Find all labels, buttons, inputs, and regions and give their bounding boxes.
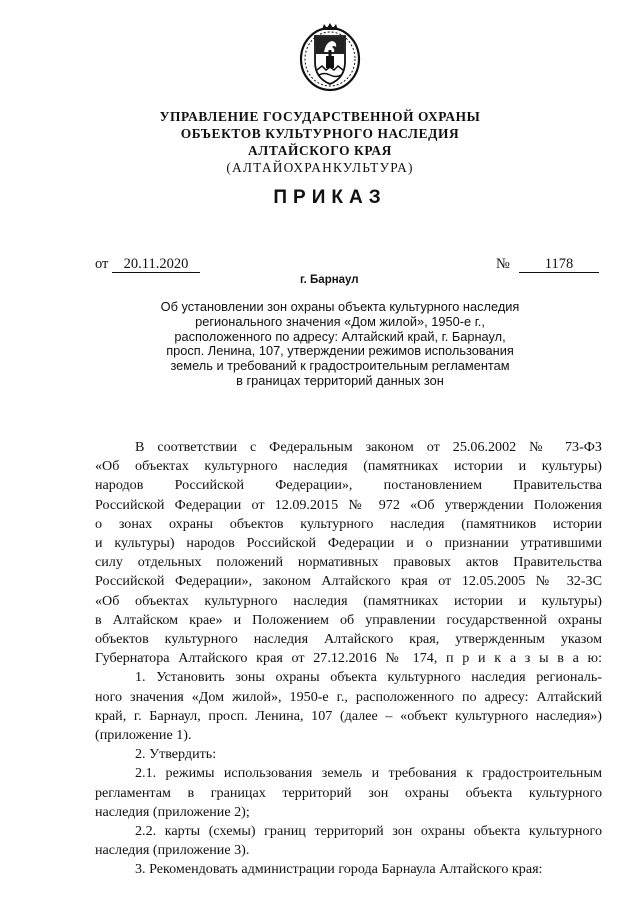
body-line: Губернатора Алтайского края от 27.12.2016 № 174, п р и к а з ы в а ю: [95, 650, 602, 667]
body-line: 2.1. режимы использования земель и требования к градостроительным [135, 765, 602, 782]
body-line: регламентам в границах территорий зон охраны объекта культурного [95, 784, 602, 801]
subject-line: просп. Ленина, 107, утверждении режимов использования [166, 343, 514, 359]
org-name-line-3: АЛТАЙСКОГО КРАЯ [248, 143, 392, 158]
subject-line: земель и требований к градостроительным регламентам [170, 358, 510, 374]
body-line: о зонах охраны объектов культурного наследия (памятников истории [95, 515, 602, 532]
body-line: народов Российской Федерации», постановлением Правительства [95, 477, 602, 494]
document-body [95, 438, 602, 880]
body-line: 3. Рекомендовать администрации города Барнаула Алтайского края: [135, 861, 543, 878]
subject-line: расположенного по адресу: Алтайский край, г. Барнаул, [174, 328, 506, 344]
body-line: силу отдельных положений нормативных правовых актов Правительства [95, 554, 602, 571]
document-type-title: ПРИКАЗ [273, 187, 387, 208]
body-line: Российской Федерации от 12.09.2015 № 972 «Об утверждении Положения [95, 496, 602, 513]
body-line: ного значения «Дом жилой», 1950-е г., расположенного по адресу: Алтайский [95, 688, 602, 705]
body-line: в Алтайском крае» и Положением об управлении государственной охраны [95, 611, 602, 628]
document-city: г. Барнаул [300, 274, 359, 286]
body-line: 2. Утвердить: [135, 746, 217, 763]
subject-line: Об установлении зон охраны объекта культурного наследия [160, 299, 520, 314]
body-line: 2.2. карты (схемы) границ территорий зон охраны объекта культурного [135, 823, 602, 840]
body-line: край, г. Барнаул, просп. Ленина, 107 (далее – «объект культурного наследия») [95, 707, 602, 724]
body-line: объектов культурного наследия Алтайского края, утвержденным указом [95, 631, 602, 648]
body-line: Российской Федерации», законом Алтайского края от 12.05.2005 № 32-ЗС [95, 573, 602, 590]
coat-of-arms-emblem [298, 22, 362, 92]
body-line: наследия (приложение 2); [95, 803, 250, 820]
document-subject [120, 300, 560, 389]
body-line: и культуры) народов Российской Федерации и о признании утратившими [95, 535, 602, 552]
document-number: 1178 [519, 256, 599, 273]
body-line: (приложение 1). [95, 727, 192, 744]
body-line: «Об объектах культурного наследия (памятниках истории и культуры) [95, 592, 602, 609]
date-prefix: от [95, 256, 109, 272]
number-prefix: № [496, 256, 510, 272]
body-line: 1. Установить зоны охраны объекта культурного наследия региональ- [135, 669, 602, 686]
body-line: наследия (приложение 3). [95, 842, 250, 859]
body-line: В соответствии с Федеральным законом от 25.06.2002 № 73-ФЗ [135, 439, 602, 455]
document-date: 20.11.2020 [112, 256, 200, 273]
org-short-name: (АЛТАЙОХРАНКУЛЬТУРА) [226, 160, 414, 175]
subject-line: регионального значения «Дом жилой», 1950-е г., [195, 313, 485, 329]
subject-line: в границах территорий данных зон [236, 372, 444, 388]
org-name-line-1: УПРАВЛЕНИЕ ГОСУДАРСТВЕННОЙ ОХРАНЫ [159, 109, 481, 124]
body-line: «Об объектах культурного наследия (памятниках истории и культуры) [95, 458, 602, 475]
org-name-line-2: ОБЪЕКТОВ КУЛЬТУРНОГО НАСЛЕДИЯ [180, 126, 460, 141]
